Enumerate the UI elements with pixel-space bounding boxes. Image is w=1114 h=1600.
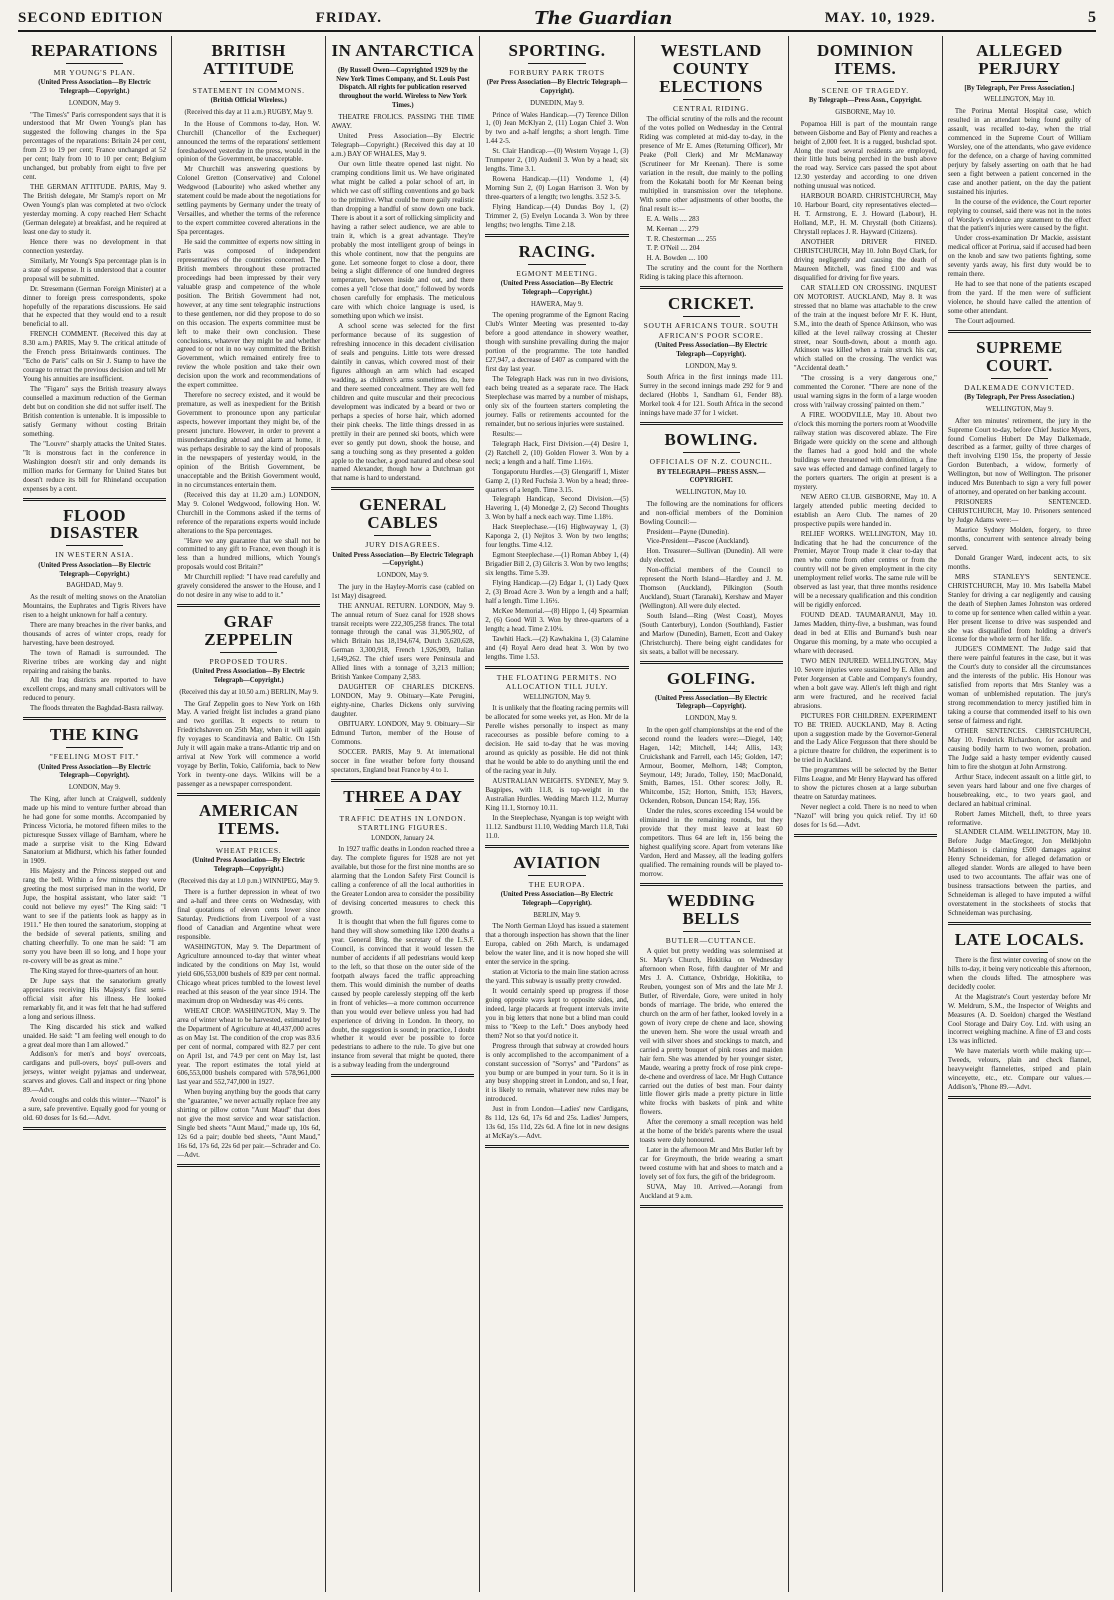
- article-paragraph: St. Clair Handicap.—(0) Western Voyage 1, (3) Trumpeter 2, (10) Audenil 3. Won by a head; six lengths. Time 3.1.: [485, 147, 629, 174]
- wire-credit: (United Press Association—By Electric Telegraph—Copyright.): [192, 668, 305, 685]
- article: [485, 243, 628, 669]
- article-paragraph: In the House of Commons to-day, Hon. W. Churchill (Chancellor of the Exchequer) announced the terms of the reparations' settlement foreshadowed yesterday in the press, would in the opinion of the Government, be unacceptable.: [177, 119, 321, 164]
- article-subhead: WHEAT PRICES.: [215, 845, 282, 855]
- headline-rule: [528, 264, 585, 265]
- headline-rule: [683, 691, 740, 692]
- section-divider: [794, 834, 937, 837]
- section-divider: [177, 604, 320, 607]
- section-divider: [948, 330, 1091, 333]
- article-headline: RACING.: [518, 241, 596, 261]
- headline-rule: [374, 809, 431, 810]
- article-headline: IN ANTARCTICA: [331, 41, 475, 60]
- article-dateline: (Received this day at 1.0 p.m.) WINNIPEG, May 9.: [178, 877, 320, 885]
- article-paragraph: THE ANNUAL RETURN. LONDON, May 9. The annual return of Suez canal for 1928 shows transit receipts were 222,305,258 francs. The total tonnage through the canal was 31,905,902, of which Britain has 18,194,674, Dutch 3,620,628, German 3,300,918, French 1,926,909, Italian 1,649,262. The chief users were Peninsula and Allied lines with a tonnage of 3,213 million; British Yankee Company 2,583.: [331, 601, 475, 682]
- article-subhead: "FEELING MOST FIT.": [49, 752, 140, 762]
- article-paragraph: After the ceremony a small reception was held at the home of the bride's parents where the usual toasts were duly honoured.: [639, 1118, 783, 1145]
- article-paragraph: It would certainly speed up progress if those going opposite ways kept to opposite sides, and, indeed, large placards at frequent intervals invite you in big letters that none but a blind man could miss to "Keep to the Left." Does anybody heed them? Not so that you'd notice it.: [485, 986, 629, 1040]
- article-dateline: DUNEDIN, May 9.: [530, 99, 584, 107]
- article-paragraph: His Majesty and the Princess stepped out and rang the bell. Within a few minutes they were greeting the most surprised man in the world, Dr Jupe, the hospital assistant, who later said: "I could not believe my eyes!" The King said: "I want to see if the patients look as happy as in 1911." He then toured the sanatorium, stopping at the bedside of several patients, smiling and chatting cheerfully. To one man he said: "I am sorry you have been ill so long, and I hope your re-covery will be as great as mine.": [23, 867, 167, 965]
- headline-rule: [683, 931, 740, 932]
- article-paragraph: A FIRE. WOODVILLE, May 10. About two o'clock this morning the porters room at Woodville railway station was discovered ablaze. The Fire Brigade were quickly on the scene and although the flames had a good hold and the whole buildings were threatened with demolition, a fine save was effected and damage confined largely to the porters quarters. The origin at present is a mystery.: [793, 411, 937, 491]
- article-paragraph: WHEAT CROP. WASHINGTON, May 9. The area of winter wheat to be harvested, estimated by the Department of Agriculture at 40,437,000 acres as on May 1st. The condition of the crop was 83.6 per cent of normal, compared with 82.7 per cent on April 1st, and 74.9 per cent on May 1st, last year. The report estimates the total yield at 606,553,000 bushels compared with 578,961,000 last year and 552,747,000 in 1927.: [177, 1006, 321, 1087]
- article-paragraph: Flying Handicap.—(4) Dundas Boy 1, (2) Trimmer 2, (5) Evelyn Locanda 3. Won by three lengths; two lengths. Time 2.18.: [485, 203, 629, 229]
- article-paragraph: Under the rules, scores exceeding 154 would be eliminated in the remaining rounds, but they provide that they must leave at least 60 competitors. Thus 64 are left in, 156 being the highest qualifying score. Apart from veterans like Vardon, Herd and Massey, all the leading golfers qualified. The remaining rounds will be played to-morrow.: [639, 807, 783, 878]
- article-subhead: DALKEMADE CONVICTED.: [964, 382, 1075, 392]
- article-dateline: HAWERA, May 9.: [531, 300, 583, 308]
- article-paragraph: The town of Ramadi is surrounded. The Riverine tribes are working day and night repairing and raising the banks.: [23, 648, 167, 675]
- article-subhead: TRAFFIC DEATHS IN LONDON. STARTLING FIGURES.: [339, 813, 467, 833]
- article: [23, 42, 166, 501]
- article-paragraph: AUSTRALIAN WEIGHTS. SYDNEY, May 9. Bagpipes, with 11.8, is top-weight in the Australian Hurdles. Wedding March 11.2, Murray King 11.1, Stornoy 10.11.: [485, 777, 629, 812]
- wire-credit: (British Official Wireless.): [210, 97, 287, 105]
- article-paragraph: TWO MEN INJURED. WELLINGTON, May 10. Severe injuries were sustained by E. Allen and Peter Jorgensen at Cable and Company's foundry, when a bolt gave way. Allen's left thigh and right arm were fractured, and he received facial abrasions.: [793, 656, 937, 710]
- article-paragraph: T. P. O'Neil .... 204: [646, 244, 700, 253]
- wire-credit: (United Press Association—By Electric Telegraph—Copyright).: [654, 342, 768, 358]
- issue-date: MAY. 10, 1929.: [824, 9, 936, 26]
- wire-credit: By Telegraph—Press Assn., Copyright.: [808, 97, 922, 105]
- article-headline: GENERAL CABLES: [359, 495, 447, 533]
- article-subhead: FORBURY PARK TROTS: [509, 67, 605, 77]
- article-paragraph: T. R. Chesterman .... 255: [646, 234, 717, 243]
- article-paragraph: The King discarded his stick and walked unaided. He said: "I am feeling well enough to do a great deal more than I am allowed.": [23, 1022, 167, 1049]
- article-dateline: LONDON, May 9.: [685, 715, 737, 723]
- article-headline: BOWLING.: [664, 430, 758, 450]
- newspaper-column: [326, 36, 480, 1592]
- article-dateline: WELLINGTON, May 9.: [985, 405, 1054, 413]
- section-divider: [485, 1145, 628, 1148]
- article-paragraph: The scrutiny and the count for the Northern Riding is taking place this afternoon.: [639, 264, 783, 282]
- article-paragraph: The Telegraph Hack was run in two divisions, each being treated as a separate race. The Hack Steeplechase was marred by a number of mishaps, only six of the fourteen starters completing the journey. Falls or retirements accounted for the remainder, but no serious injuries were sustained.: [485, 375, 629, 428]
- article-paragraph: We have materials worth while making up:—Tweeds, velours, plain and check flannel, heavyweight flannelettes, striped and plain winceyette, etc., etc. Compare our values.—Addison's, 'Phone 89.—Advt.: [947, 1047, 1091, 1092]
- article-headline: GRAF ZEPPELIN: [204, 612, 294, 650]
- article-paragraph: PRISONERS SENTENCED. CHRISTCHURCH, May 10. Prisoners sentenced by Judge Adams were:—: [947, 498, 1091, 525]
- article-paragraph: ANOTHER DRIVER FINED. CHRISTCHURCH, May 10. John Boyd Clark, for driving negligently and causing the death of Maureen Mitchell, was fined £100 and was disqualified for driving for five years.: [793, 238, 937, 282]
- article-paragraph: Results:—: [492, 429, 522, 438]
- article-paragraph: JUDGE'S COMMENT. The Judge said that there were painful features in the case, but it was the Court's duty to consider all the circumstances and the interests of the public. His Honour was satisfied from reports that Mrs Stanley was a woman of unblemished reputation. The jury's strong recommendation to mercy justified him in taking a course that commended itself to his own sense of fairness and right.: [947, 645, 1091, 726]
- article-paragraph: McKee Memorial.—(8) Hippo 1, (4) Spearmian 2, (6) Good Will 3. Won by three-quarters of a length; a head. Time 2.10¼.: [485, 606, 629, 633]
- article-headline: BRITISH ATTITUDE: [202, 41, 295, 78]
- article: [948, 931, 1091, 1099]
- article: [485, 42, 628, 237]
- article: [23, 507, 166, 721]
- article: [485, 673, 628, 848]
- article-paragraph: "Have we any guarantee that we shall not be committed to any gift to France, even though it is less than a hundred millions, which Young's proposals would cost Britain?": [177, 536, 321, 572]
- article-headline: THREE A DAY: [343, 786, 463, 806]
- headline-rule: [837, 81, 894, 82]
- article-paragraph: Later in the afternoon Mr and Mrs Butler left by car for Greymouth, the bride wearing a smart tweed costume with hat and shoes to match and a lovely set of fox furs, the gift of the bridegroom.: [639, 1146, 783, 1182]
- article-paragraph: PICTURES FOR CHILDREN. EXPERIMENT TO BE TRIED. AUCKLAND, May 8. Acting upon a suggestion made by the Governor-General and the Lady Alice Fergusson that there should be a picture theatre for children, the experiment is to be tried in Auckland.: [793, 711, 937, 765]
- article-paragraph: It is thought that when the full figures come to hand they will show something like 1200 deaths a year. General Brig. the secretary of the L.S.F. Council, is convinced that it would lessen the number of accidents if all pedestrians would keep to the left, so that those on the outer side of the footpath always faced the traffic approaching them. This would diminish the number of deaths caused by people carelessly stepping off the kerb in front of vehicles—a more common occurrence than you would ever believe unless you had had experience of driving in London. In theory, no doubt, the suggestion is sound; in practice, I doubt whether it would ever be possible to force pedestrians to adhere to the rule. To give but one instance from several that might be quoted, there is a subway leading from the underground: [331, 918, 475, 1070]
- section-divider: [640, 661, 783, 664]
- article-paragraph: Mr Churchill was answering questions by Colonel Gretton (Conservative) and Colonel Wedgwood (Labourite) who asked whether any statement could be made about the negotiations for settling payments by Germany under the treaty of Versailles, and whether the terms of the reference to the expert committee covered alterations in the Spa percentages.: [177, 165, 321, 237]
- article-paragraph: There is a further depression in wheat of two and a-half and three cents on Wednesday, with final quotations of eleven cents lower since Saturday. Predictions from Liverpool of a vast flood of Canadian and Argentine wheat were responsible.: [177, 888, 321, 942]
- article-paragraph: Hon. Treasurer—Sullivan (Dunedin). All were duly elected.: [639, 547, 783, 565]
- article-paragraph: In 1927 traffic deaths in London reached three a day. The complete figures for 1928 are not yet available, but those for the first nine months are so alarming that the London Safety First Council is calling a conference of all the local authorities in the Greater London area to consider the possibility of devising concerted measures to check this growth.: [331, 845, 475, 917]
- headline-rule: [683, 316, 740, 317]
- article-paragraph: OTHER SENTENCES. CHRISTCHURCH, May 10. Frederick Richardson, for assault and causing bodily harm to two women, probation. The Judge said a hasty temper evidently caused him to fire the shotgun at John Armstrong.: [947, 727, 1091, 771]
- article-paragraph: THEATRE FROLICS. PASSING THE TIME AWAY.: [331, 113, 475, 131]
- article-paragraph: When buying anything buy the goods that carry the "guarantee," we never actually replace free any shirting or pillow cotton "Aunt Maud" that does not give the most service and wear satisfaction. Single bed sheets "Aunt Maud," made up, 10s 6d, 12s 6d a pair; double bed sheets, "Aunt Maud," 16s 6d, 17s 6d, 22s 6d per pair.—Schrader and Co.—Advt.: [177, 1088, 321, 1160]
- article-headline: GOLFING.: [666, 668, 756, 688]
- day-label: FRIDAY.: [315, 9, 382, 26]
- headline-rule: [220, 652, 277, 653]
- section-divider: [177, 1164, 320, 1167]
- article-subhead: EGMONT MEETING.: [516, 268, 598, 278]
- article-paragraph: In the course of the evidence, the Court reporter replying to counsel, said there was not in the notes of Worsley's evidence any statement to the effect that the patient's injuries were caused by the fight.: [947, 197, 1091, 233]
- article-paragraph: As the result of melting snows on the Anatolian Mountains, the Euphrates and Tigris Rivers have risen to a height unknown for half a century.: [23, 592, 167, 619]
- article-paragraph: station at Victoria to the main line station across the yard. This subway is usually pretty crowded.: [485, 968, 629, 985]
- article: [640, 892, 783, 1208]
- headline-rule: [991, 952, 1048, 953]
- article-paragraph: After ten minutes' retirement, the jury in the Supreme Court to-day, before Chief Justice Myers, found Cornelius Hubert De May Dalkemade, described as a farmer, guilty of three charges of theft involving £190 15s, the property of Jessie Gordon Butenbach, a widow, formerly of Wellington, but now of Wellington. The prisoner induced Mrs Butenbach to sign a very full power of attorney, and operated on her banking account.: [947, 416, 1091, 497]
- article-paragraph: Vice-President—Pascoe (Auckland).: [646, 537, 750, 546]
- article-paragraph: RELIEF WORKS. WELLINGTON, May 10. Indicating that he had the concurrence of the Premier, Mayor Troup made it clear to-day that men who come from other centres or from the country will not be given employment in the city unemployment relief works. The same rule will be observed as last year, that three months residence will be a necessary qualification and this condition will be rigidly enforced.: [793, 529, 937, 610]
- article-paragraph: The North German Lloyd has issued a statement that a thorough inspection has shown that the liner Europa, cabled on 26th March, is undamaged below the water line, and it is now hoped she will enter the service in the spring.: [485, 922, 629, 967]
- wire-credit: [By Telegraph, Per Press Association.]: [964, 84, 1075, 92]
- section-divider: [23, 1127, 166, 1130]
- article-headline: LATE LOCALS.: [954, 930, 1085, 950]
- article-subhead: SOUTH AFRICANS TOUR. SOUTH AFRICAN'S POOR SCORE.: [643, 321, 779, 340]
- headline-rule: [683, 452, 740, 453]
- article-paragraph: The King stayed for three-quarters of an hour.: [30, 966, 159, 975]
- article-headline: AVIATION: [513, 852, 601, 872]
- article-paragraph: CAR STALLED ON CROSSING. INQUEST ON MOTORIST. AUCKLAND, May 8. It was stressed that no blame was attachable to the crew of the train at the inquest before Mr F. K. Hunt, S.M., into the death of Spence Atkinson, who was killed at the level railway crossing at Chester street, near South-down, about a month ago. Atkinson was killed when a train struck his car, which stalled on the crossing. The verdict was "Accidental death.": [793, 283, 937, 373]
- article-headline: DOMINION ITEMS.: [816, 41, 914, 78]
- section-divider: [23, 717, 166, 720]
- article-subhead: CENTRAL RIDING.: [672, 103, 750, 113]
- article-dateline: LONDON, May 9.: [377, 572, 429, 580]
- headline-rule: [220, 81, 277, 82]
- section-divider: [331, 779, 474, 782]
- headline-rule: [374, 63, 431, 64]
- article-paragraph: The "Louvre" sharply attacks the United States. "It is monstrous fact in the conference in Washington doesn't stir and only demands its million marks for Germany for United States but doesn't reduce its bill for Rhineland occupation expenses by a cent.: [23, 439, 167, 493]
- article-paragraph: The "Figaro" says the British treasury always counselled a maximum reduction of the German debt but on condition she did not suffer itself. The British contention is untenable. It is impossible to satisfy Germany without costing Britain something.: [23, 385, 167, 438]
- article-subhead: MR YOUNG'S PLAN.: [53, 67, 136, 77]
- article-paragraph: Rowena Handicap.—(11) Vendome 1, (4) Morning Sun 2, (0) Logan Harrison 3. Won by three-quarters of a length; two lengths. 3.52 3-5.: [485, 175, 629, 202]
- newspaper-column: [789, 36, 943, 1592]
- section-divider: [177, 793, 320, 796]
- section-divider: [640, 286, 783, 289]
- article-paragraph: SOCCER. PARIS, May 9. At international soccer in fine weather before forty thousand spectators, England beat France by 4 to 1.: [331, 747, 475, 774]
- article-paragraph: Arthur Stace, indecent assault on a little girl, to seven years hard labour and one five charges of housebreaking, etc., to two years gaol, and declared an habitual criminal.: [947, 772, 1091, 808]
- article-paragraph: The opening programme of the Egmont Racing Club's Winter Meeting was presented to-day before a good attendance in showery weather, though with sunshine prevailing during the major portion of the programme. The tote handled £27,947, a decrease of £407 as compared with the first day last year.: [485, 311, 629, 374]
- article-paragraph: The King, after lunch at Craigwell, suddenly made up his mind to venture further abroad than he had gone for some months. Accompanied by Princess Victoria, he motored fifteen miles to the picturesque Sussex village of Barnham, where he made a surprise visit to the King Edward Sanatorium at Midhurst, which his father founded in 1909.: [23, 794, 167, 866]
- article-subhead: IN WESTERN ASIA.: [55, 550, 134, 560]
- newspaper-column: [635, 36, 789, 1592]
- wire-credit: (United Press Association—By Electric Telegraph—Copyright.): [192, 857, 305, 874]
- newspaper-column: [18, 36, 172, 1592]
- article-paragraph: "The Times's" Paris correspondent says that it is understood that Mr Owen Young's plan has suggested the following changes in the Spa percentages of the reparations: Britain 24 per cent, from 23 to 19 per cent; France unchanged at 52 per cent; Italy from 10 to 10 per cent; Belgium unchanged, but probably from eight to five per cent.: [23, 110, 167, 182]
- section-divider: [23, 498, 166, 501]
- article-paragraph: Telegraph Hack, First Division.—(4) Desire 1, (2) Ratchell 2, (10) Golden Flower 3. Won by a neck; a length and a half. Time 1.16½.: [485, 439, 629, 466]
- headline-rule: [528, 63, 585, 64]
- article-dateline: (Received this day at 11 a.m.) RUGBY, May 9.: [184, 108, 313, 116]
- article: [640, 42, 783, 289]
- article-paragraph: Non-official members of the Council to represent the North Island—Hardley and J. M. Thomson (Auckland), Pilkington (South Auckland), Stuart (Taranaki), Kershaw and Mayer (Wellington). All were duly elected.: [639, 566, 783, 611]
- article-dateline: (Received this day at 10.50 a.m.) BERLIN, May 9.: [179, 688, 319, 696]
- wire-credit: (United Press Association—By Electric Telegraph—Copyright.): [38, 561, 151, 578]
- headline-rule: [66, 63, 123, 64]
- paper-title: The Guardian: [534, 7, 673, 29]
- edition-label: SECOND EDITION: [18, 9, 164, 26]
- article-paragraph: South Africa in the first innings made 111. Surrey in the second innings made 292 for 9 and declared (Hobbs 1, Sandham 61, Fender 88). Morkel took 4 for 121. South Africa in the second innings have made 37 for 1 wicket.: [639, 373, 783, 418]
- section-divider: [485, 845, 628, 848]
- article-paragraph: The programmes will be selected by the Better Films League, and Mr Henry Hayward has offered to show the pictures chosen at a large suburban theatre on Saturday matinees.: [793, 766, 937, 802]
- section-divider: [331, 1074, 474, 1077]
- wire-credit: (United Press Association—By Electric Telegraph—Copyright).: [500, 891, 614, 907]
- article-paragraph: DAUGHTER OF CHARLES DICKENS. LONDON, May 9. Obituary—Kate Perugini, eighty-nine, Charles Dickens only surviving daughter.: [331, 683, 475, 719]
- article-paragraph: All the Iraq districts are reported to have excellent crops, and many small cultivators will be reduced to penury.: [23, 676, 167, 703]
- article-paragraph: A school scene was selected for the first performance because of its suggestion of refreshing innocence in this decadent civilisation of seals and penguins. Little tots were dressed daintily in canvas, which covered most of their figures although an arm which had escaped wadding, as children's arms sometimes do, here and there seemed concealment. They are well fed children and quite muscular and their precocious development was indicated by a beard or two or perhaps a species of horse hair, which adorned their pink cheeks. The little things dressed in as prettily in their are penned ski boots, which were ever so gently put down, shook the house, and sang a touching song as they presented a golden apple to the teacher, a good natured and obese soul named Alexander, though how a Dutchman got that name is hard to understand.: [331, 322, 475, 483]
- article-paragraph: FOUND DEAD. TAUMARANUI, May 10. James Madden, thirty-five, a bushman, was found dead in bed at Ellis and Burnand's bush near Ongarue this morning, by a mate who occupied a whare with deceased.: [793, 611, 937, 655]
- article-paragraph: Dr. Stresemann (German Foreign Minister) at a dinner to foreign press correspondents, spoke hopefully of the reparations discussions. He said that he expected that they would end to a result beneficial to all.: [23, 284, 167, 329]
- headline-rule: [374, 535, 431, 536]
- newspaper-column: [172, 36, 326, 1592]
- wire-credit: (United Press Association—By Electric Telegraph—Copyright).: [654, 694, 768, 711]
- article: [794, 42, 937, 837]
- wire-credit: (By Russell Owen—Copyrighted 1929 by the New York Times Company, and St. Louis Post Dispatch. All rights for publication reserved throughout the world. Wireless to New York Times.): [336, 66, 470, 109]
- article-paragraph: Progress through that subway at crowded hours is only accomplished to the accompaniment of a constant succession of "Sorrys" and "Pardons" as you bump or are bumped in your turn. So it is in any busy shopping street in London, and so, I fear, it is likely to remain, whatever new rules may be introduced.: [485, 1041, 629, 1104]
- article-paragraph: In the open golf championships at the end of the second round the leaders were:—Diegel, 140; Hagen, 142; Mitchell, 144; Allis, 143; Cruickshank and Farrell, each 145; Golden, 147; Armour, Boomer, Melhorn, 148; Compton, Seymour, 149; Jurado, Tolley, 150; MacDonald, Smith, Barnes, 151. Other scores: Jolly, R. Whitcombe, 152; Horton, Smith, 153; Havers, Ockenden, Robson, Duncan 154; Ray, 156.: [639, 725, 783, 806]
- section-divider: [331, 487, 474, 490]
- article-subhead: BUTLER—CUTTANCE.: [665, 935, 757, 945]
- article-paragraph: Avoid coughs and colds this winter—"Nazol" is a sure, safe preventive. Equally good for young or old. 60 doses for 1s 6d.—Advt.: [23, 1096, 167, 1123]
- article-paragraph: The jury in the Hayley-Morris case (cabled on 1st May) disagreed.: [331, 582, 475, 600]
- article-paragraph: (Received this day at 11.20 a.m.) LONDON, May 9. Colonel Wedgwood, following Hon. W. Churchill in the Commons asked if the terms of reference of the reparations experts would include alterations to the Spa percentages.: [177, 490, 321, 535]
- article-paragraph: Never neglect a cold. There is no need to when "Nazol" will bring you quick relief. Try it! 60 doses for 1s 6d.—Advt.: [793, 803, 937, 830]
- article: [177, 613, 320, 796]
- article-paragraph: HARBOUR BOARD. CHRISTCHURCH, May 10. Harbour Board, city representatives elected—H. T. Armstrong, E. J. Howard (Labour), H. Holland, M.P., H. M. Chrystall (both Citizens). Chrystall replaces J. R. Hayward (Citizens).: [793, 192, 937, 237]
- wire-credit: BY TELEGRAPH—PRESS ASSN.—COPYRIGHT.: [656, 468, 766, 485]
- article-dateline: GISBORNE, May 10.: [835, 108, 896, 116]
- article-dateline: WELLINGTON, May 9.: [523, 693, 591, 701]
- wire-credit: (United Press Association—By Electric Telegraph—Copyright.): [38, 79, 151, 96]
- article-subhead: STATEMENT IN COMMONS.: [192, 85, 305, 95]
- article-subhead: THE FLOATING PERMITS. NO ALLOCATION TILL JULY.: [496, 672, 618, 692]
- headline-rule: [991, 81, 1048, 82]
- article-subhead: OFFICIALS OF N.Z. COUNCIL.: [649, 456, 773, 466]
- article-paragraph: NEW AERO CLUB. GISBORNE, May 10. A largely attended public meeting decided to establish an Aero Club. The names of 20 prospective pupils were handed in.: [793, 492, 937, 528]
- article-dateline: LONDON, May 9.: [68, 784, 121, 792]
- article-subhead: THE EUROPA.: [528, 879, 586, 889]
- article-paragraph: Under cross-examination Dr Mackie, assistant medical officer at Porirua, said if accused had been on the knob and saw two patients fighting, some seventy yards away, his first duty would be to remain there.: [947, 234, 1091, 279]
- article-paragraph: Egmont Steeplechase.—(1) Roman Abbey 1, (4) Brigadier Bill 2, (3) Gilcris 3. Won by two lengths; six lengths. Time 5.39.: [485, 551, 629, 578]
- section-divider: [640, 422, 783, 425]
- article: [640, 431, 783, 664]
- newspaper-column: [943, 36, 1096, 1592]
- article-paragraph: There is the first winter covering of snow on the hills to-day, it being very noticeable this afternoon, when the clouds lifted. The atmosphere was decidedly cooler.: [947, 955, 1091, 991]
- section-divider: [948, 922, 1091, 925]
- article: [640, 670, 783, 886]
- wire-credit: (United Press Association—By Electric Telegraph—Copyright.): [500, 280, 614, 297]
- article-paragraph: Flying Handicap.—(2) Edgar 1, (1) Lady Quex 2, (3) Broad Acre 3. Won by a length and a half; half a length. Time 1.16½.: [485, 579, 629, 605]
- article-headline: CRICKET.: [667, 294, 755, 314]
- article-paragraph: H. A. Bowden .... 100: [646, 254, 708, 263]
- article-dateline: LONDON, May 9.: [68, 99, 121, 107]
- article-paragraph: Dr Jupe says that the sanatorium greatly appreciates receiving His Majesty's first semi-official visit after his illness. He looked remarkably fit, and it was felt that he had suffered a long and serious illness.: [23, 976, 167, 1021]
- article-paragraph: OBITUARY. LONDON, May 9. Obituary—Sir Edmund Turton, member of the House of Commons.: [331, 720, 475, 746]
- article-dateline: BERLIN, May 9.: [533, 911, 581, 919]
- article-dateline: BAGHDAD, May 9.: [66, 582, 123, 590]
- article-paragraph: "The crossing is a very dangerous one," commented the Coroner. "There are none of the usual warning signs in the form of a large wooden cross with 'railway crossing' painted on them.": [793, 374, 937, 410]
- article-paragraph: Maurice Sydney Molden, forgery, to three months, concurrent with sentence already being served.: [947, 526, 1091, 552]
- masthead: [18, 6, 1096, 32]
- article-paragraph: Addison's for men's and boys' overcoats, cardigans and pull-overs, boys' pull-overs and jerseys, winter weight pyjamas and underwear, scarves and gloves. Call and inspect or ring 'phone 89.—Advt.: [23, 1050, 167, 1095]
- article-paragraph: The following are the nominations for officers and non-official members of the Dominion Bowling Council:—: [639, 499, 783, 526]
- article-paragraph: SUVA, May 10. Arrived.—Aorangi from Auckland at 9 a.m.: [639, 1183, 783, 1200]
- wire-credit: (United Press Association—By Electric Telegraph—Copyright).: [38, 763, 151, 780]
- section-divider: [948, 1096, 1091, 1099]
- article-paragraph: United Press Association—By Electric Telegraph—Copyright.) (Received this day at 10 a.m.) BAY OF WHALES, May 9.: [331, 132, 475, 159]
- article-paragraph: M. Keenan .... 279: [646, 224, 699, 233]
- article-subhead: PROPOSED TOURS.: [209, 656, 288, 666]
- article-paragraph: THE GERMAN ATTITUDE. PARIS, May 9. The British delegate, Mr Stamp's report on Mr Owen Young's plan was completed at two o'clock yesterday morning. A copy reached Herr Schacht (German delegate) at breakfast, and he required at least one day to study it.: [23, 183, 167, 236]
- article: [485, 854, 628, 1148]
- article-dateline: LONDON, May 9.: [685, 362, 737, 370]
- article-headline: AMERICAN ITEMS.: [199, 801, 299, 838]
- article-paragraph: Similarly, Mr Young's Spa percentage plan is in a state of suspense. It is understood that a counter proposal will be submitted.: [23, 256, 167, 283]
- article-paragraph: Tawhiti Hack.—(2) Kawhakina 1, (3) Calamine and (4) Royal Aero dead heat 3. Won by two lengths. Time 1.53.: [485, 634, 629, 661]
- article-paragraph: South Island—Ring (West Coast), Moyes (South Canterbury), London (Southland), Fastier and Marlow (Dunedin), Barnett, Ecott and Oakey (Christchurch). There being eight candidates for six seats, a ballot will be necessary.: [639, 612, 783, 656]
- article-paragraph: A quiet but pretty wedding was solemnised at St. Mary's Church, Hokitika on Wednesday afternoon when Rose, fifth daughter of Mr and Mrs J. A. Cuttance, Oxbridge, Hokitika, to Reuben, youngest son of Mrs and the late Mr J. Butler, of Riverdale, Gore, were united in holy bonds of marriage. The bride, who entered the church on the arm of her father, looked lovely in a gown of ivory crepe de chene and lace, showing the uneven hem. She wore the usual wreath and veil with silver shoes and stockings to match, and carried a pretty bouquet of pink roses and maiden hair fern. She was attended by her younger sister, Maude, wearing a pretty frock of rose pink crepe-de-chene and overdress of lace. Mr Hugh Cuttance carried out the duties of best man. Four dainty little flower girls made a pretty picture in little white frocks with baskets of pink and white flowers.: [639, 947, 783, 1117]
- wire-credit: United Press Association—By Electric Telegraph—Copyright.): [332, 551, 474, 568]
- section-divider: [485, 666, 628, 669]
- article-paragraph: Just in from London—Ladies' new Cardigans, 8s 11d, 12s 6d, 17s 6d and 25s. Ladies' Jumpers, 13s 6d, 15s 11d, 22s 6d. A fine lot in new designs at McKay's.—Advt.: [485, 1105, 629, 1141]
- wire-credit: (Per Press Association—By Electric Telegraph—Copyright).: [486, 79, 628, 96]
- article-paragraph: Donald Granger Ward, indecent acts, to six months.: [947, 553, 1091, 571]
- article-headline: ALLEGED PERJURY: [976, 41, 1063, 78]
- article-dateline: LONDON, January 24.: [371, 834, 435, 842]
- article-paragraph: SLANDER CLAIM. WELLINGTON, May 10. Before Judge MacGregor, Jon Melkbjohn Mathieson is claiming £500 damages against Henry Schneideman, for alleged defamation or alleged slander. Words are alleged to have been used to two accountants. The affair was one of business transactions between the parties, and Schneideman is alleged to have imputed a wilful overstatement in the stocksheets of stocks that Schneideman was purchasing.: [947, 828, 1091, 918]
- wire-credit: (By Telegraph, Per Press Association.): [964, 394, 1075, 402]
- newspaper-column: [480, 36, 634, 1592]
- article-headline: SPORTING.: [508, 41, 606, 60]
- article-paragraph: Therefore no secrecy existed, and it would be premature, as well as inexpedient for the British Government to pronounce upon any particular aspects, however important they might be, of the present juncture. However, in order to prevent a misunderstanding abroad and alarm at home, it was perhaps desirable to say the kind of proposals in the newspapers of yesterday would, in the opinion of the British Government, be unacceptable and the British Government would, in no circumstances entertain them.: [177, 391, 321, 489]
- article-paragraph: At the Magistrate's Court yesterday before Mr W. Meldrum, S.M., the Inspector of Weights and Measures (A. D. Soeldon) charged the Westland Cool Storage and Dairy Coy. Ltd. with using an incorrect weighing machine. A fine of £3 and costs 13s was inflicted.: [947, 992, 1091, 1046]
- article: [331, 788, 474, 1078]
- article-paragraph: The Graf Zeppelin goes to New York on 16th May. A varied freight list includes a grand piano and two gorillas. It expects to return to Friedrichshaven on 25th May, when it will again fly voyages to Scandinavia and Baltic. On 15th July it will again make a trans-Atlantic trip and on arrival at New York will commence a world voyage by Berlin, Tokio, California, back to New York in twenty-one days. Wilkins will be a passenger as a newspaper correspondent.: [177, 699, 321, 789]
- article-headline: REPARATIONS: [31, 41, 158, 60]
- headline-rule: [66, 747, 123, 748]
- article-paragraph: FRENCH COMMENT. (Received this day at 8.30 a.m.) PARIS, May 9. The critical attitude of the French press Britainwards continues. The "Echo de Paris" calls on Sir J. Stamp to have the courage to retract the previous decision and tell Mr Young his annuities are insufficient.: [23, 330, 167, 384]
- article-paragraph: He had to see that none of the patients escaped from the yard. If the men were of sufficient violence, he should have called the attention of some other attendant.: [947, 280, 1091, 316]
- article: [177, 802, 320, 1167]
- article-paragraph: Our own little theatre opened last night. No cramping conditions limit us. We have originated what might be called a polar school of art, in which we cast off stifling conventions and go back to the primitive. What could be more gaily realistic than dropping a handful of snow down one back. There is about it a sort of rollicking simplicity and having a rather select audience, we are able to train it, which is a great advantage. They're probably the most intelligent group of beings in this whole continent, now that the penguins are gone. Let someone forget to close a door, there being a slight difference of one hundred degrees temperature, between inside and out, and there comes a yell "close that door," followed by words chosen carefully for emphasis. The meticulous care with which choice language is used, is something upon which we insist.: [331, 160, 475, 321]
- article: [331, 496, 474, 781]
- article: [948, 42, 1091, 333]
- article: [23, 726, 166, 1130]
- article: [640, 295, 783, 425]
- article-headline: THE KING: [49, 725, 140, 745]
- page-number: 5: [1087, 9, 1096, 26]
- article-paragraph: President—Payne (Dunedin).: [646, 527, 729, 536]
- article-paragraph: The official scrutiny of the rolls and the recount of the votes polled on Wednesday in the Central Riding was completed at mid-day to-day, in the presence of Mr E. Ames (Returning Officer), Mr Peake (Poll Clerk) and Mr McManaway (Scrutineer for Mr Keenan). There is some variation in the result, due mainly to the polling from the Kokatahi booth for Mr Keenan being multiplied in transmission over the telephone. With some other adjustments of other booths, the final result is:—: [639, 115, 783, 213]
- article-paragraph: E. A. Wells .... 283: [646, 214, 700, 223]
- article-paragraph: The Court adjourned.: [954, 316, 1015, 325]
- article-paragraph: It is unlikely that the floating racing permits will be allocated for some weeks yet, as Hon. Mr de la Perelle wishes personally to inspect as many racecourses as possible before coming to a decision. He said to-day that he was moving around as quickly as possible. He did not think that he would be able to do anything until the end of the racing year in July.: [485, 704, 629, 776]
- article-subhead: JURY DISAGREES.: [365, 540, 441, 550]
- article-headline: SUPREME COURT.: [976, 337, 1063, 375]
- headline-rule: [683, 99, 740, 100]
- article-paragraph: Prince of Wales Handicap.—(7) Terence Dillon 1, (0) Jean McKlyan 2, (11) Logan Chief 3. Won by two and a-half lengths; a short length. Time 1.44 2-5.: [485, 110, 629, 146]
- newspaper-columns: [18, 36, 1096, 1592]
- article-subhead: SCENE OF TRAGEDY.: [821, 85, 909, 95]
- article: [331, 42, 474, 490]
- article-paragraph: MRS STANLEY'S SENTENCE. CHRISTCHURCH, May 10. Mrs Isabella Mabel Stanley for driving a car negligently and causing the death of Stephen James Johnston was ordered to come up for sentence when called within a year. Her present license to drive was suspended and she was disqualified from holding a driver's license for the whole term of her life.: [947, 572, 1091, 644]
- article-paragraph: There are many breaches in the river banks, and thousands of acres of winter crops, ready for harvesting, have been destroyed.: [23, 620, 167, 647]
- article-paragraph: Robert James Mitchell, theft, to three years reformative.: [947, 809, 1091, 827]
- section-divider: [485, 234, 628, 237]
- article-paragraph: WASHINGTON, May 9. The Department of Agriculture announced to-day that winter wheat indicated by the conditions on May 1st, would yield 606,553,000 bushels of 839 per cent normal. Chicago wheat prices tumbled to the lowest level reached at this season of the year since 1914. The maximum drop on Wednesday was 4½ cents.: [177, 943, 321, 1005]
- article-paragraph: The Porirua Mental Hospital case, which resulted in an attendant being found guilty of assault, was recalled to-day, when the trial commenced in the Supreme Court of William Worsley, one of the attendants, who gave evidence for the defence, on a charge of having committed perjury by falsely asserting on oath that he had seen a fight between a patient concerned in the case and another patient, on the day the patient sustained his injuries.: [947, 107, 1091, 196]
- section-divider: [640, 1205, 783, 1208]
- article-paragraph: Telegraph Handicap, Second Division.—(5) Havering 1, (4) Monedge 2, (2) Second Thoughts 3. Won by half a neck each way. Time 1.18½.: [485, 495, 629, 522]
- article-paragraph: Hence there was no development in that connection yesterday.: [23, 237, 167, 255]
- article-paragraph: Tongaporutu Hurdles.—(3) Glengariff 1, Mister Gamp 2, (1) Red Fuchsia 3. Won by a head; three-quarters of a length. Time 3.15.: [485, 467, 629, 494]
- headline-rule: [66, 545, 123, 546]
- headline-rule: [991, 378, 1048, 379]
- article-paragraph: Hack Steeplechase.—(16) Highwayway 1, (3) Kaponga 2, (1) Nejitos 3. Won by two lengths; four lengths. Time 4.12.: [485, 523, 629, 550]
- article-paragraph: Mr Churchill replied: "I have read carefully and gravely considered the answer to the House, and I do not desire in any wise to add to it.": [177, 573, 321, 600]
- article-paragraph: He said the committee of experts now sitting in Paris was composed of independent representatives of the countries concerned. The British members throughout these protracted proceedings had been impressed by their very valuable grasp and competence of the whole position. The British Government had not, however, at any time sent telegraphic instructions to these gentlemen, nor did they propose to do so on this occasion. The experts committee must be left to make their own conclusion. These conclusions, whatever they might be and whether agreed to or not in no way committed the British Government, which remained entirely free to review the whole position and take their own decision upon the work and recommendations of the expert committee.: [177, 238, 321, 390]
- article-headline: WEDDING BELLS: [666, 890, 756, 928]
- article-paragraph: Popamoa Hill is part of the mountain range between Gisborne and Bay of Plenty and reaches a height of 2,000 feet. It is a rugged, bushclad spot. Along the road several residents are employed, their little huts being perched in the bush above the road way. Service cars passed the spot about 12.30 yesterday and according to one driven nothing unusual was noticed.: [793, 119, 937, 191]
- headline-rule: [528, 875, 585, 876]
- article-headline: FLOOD DISASTER: [50, 505, 140, 543]
- headline-rule: [220, 841, 277, 842]
- article-dateline: WELLINGTON, May 10.: [983, 96, 1055, 104]
- section-divider: [640, 883, 783, 886]
- article: [948, 339, 1091, 925]
- article-paragraph: In the Steeplechase, Nyangan is top weight with 11.12. Sandburst 11.10, Wedding March 11.8, Tuki 11.0.: [485, 813, 629, 840]
- article-headline: WESTLAND COUNTY ELECTIONS: [659, 41, 763, 96]
- article-paragraph: The floods threaten the Baghdad-Basra railway.: [30, 704, 164, 713]
- article: [177, 42, 320, 607]
- article-dateline: WELLINGTON, May 10.: [675, 488, 747, 496]
